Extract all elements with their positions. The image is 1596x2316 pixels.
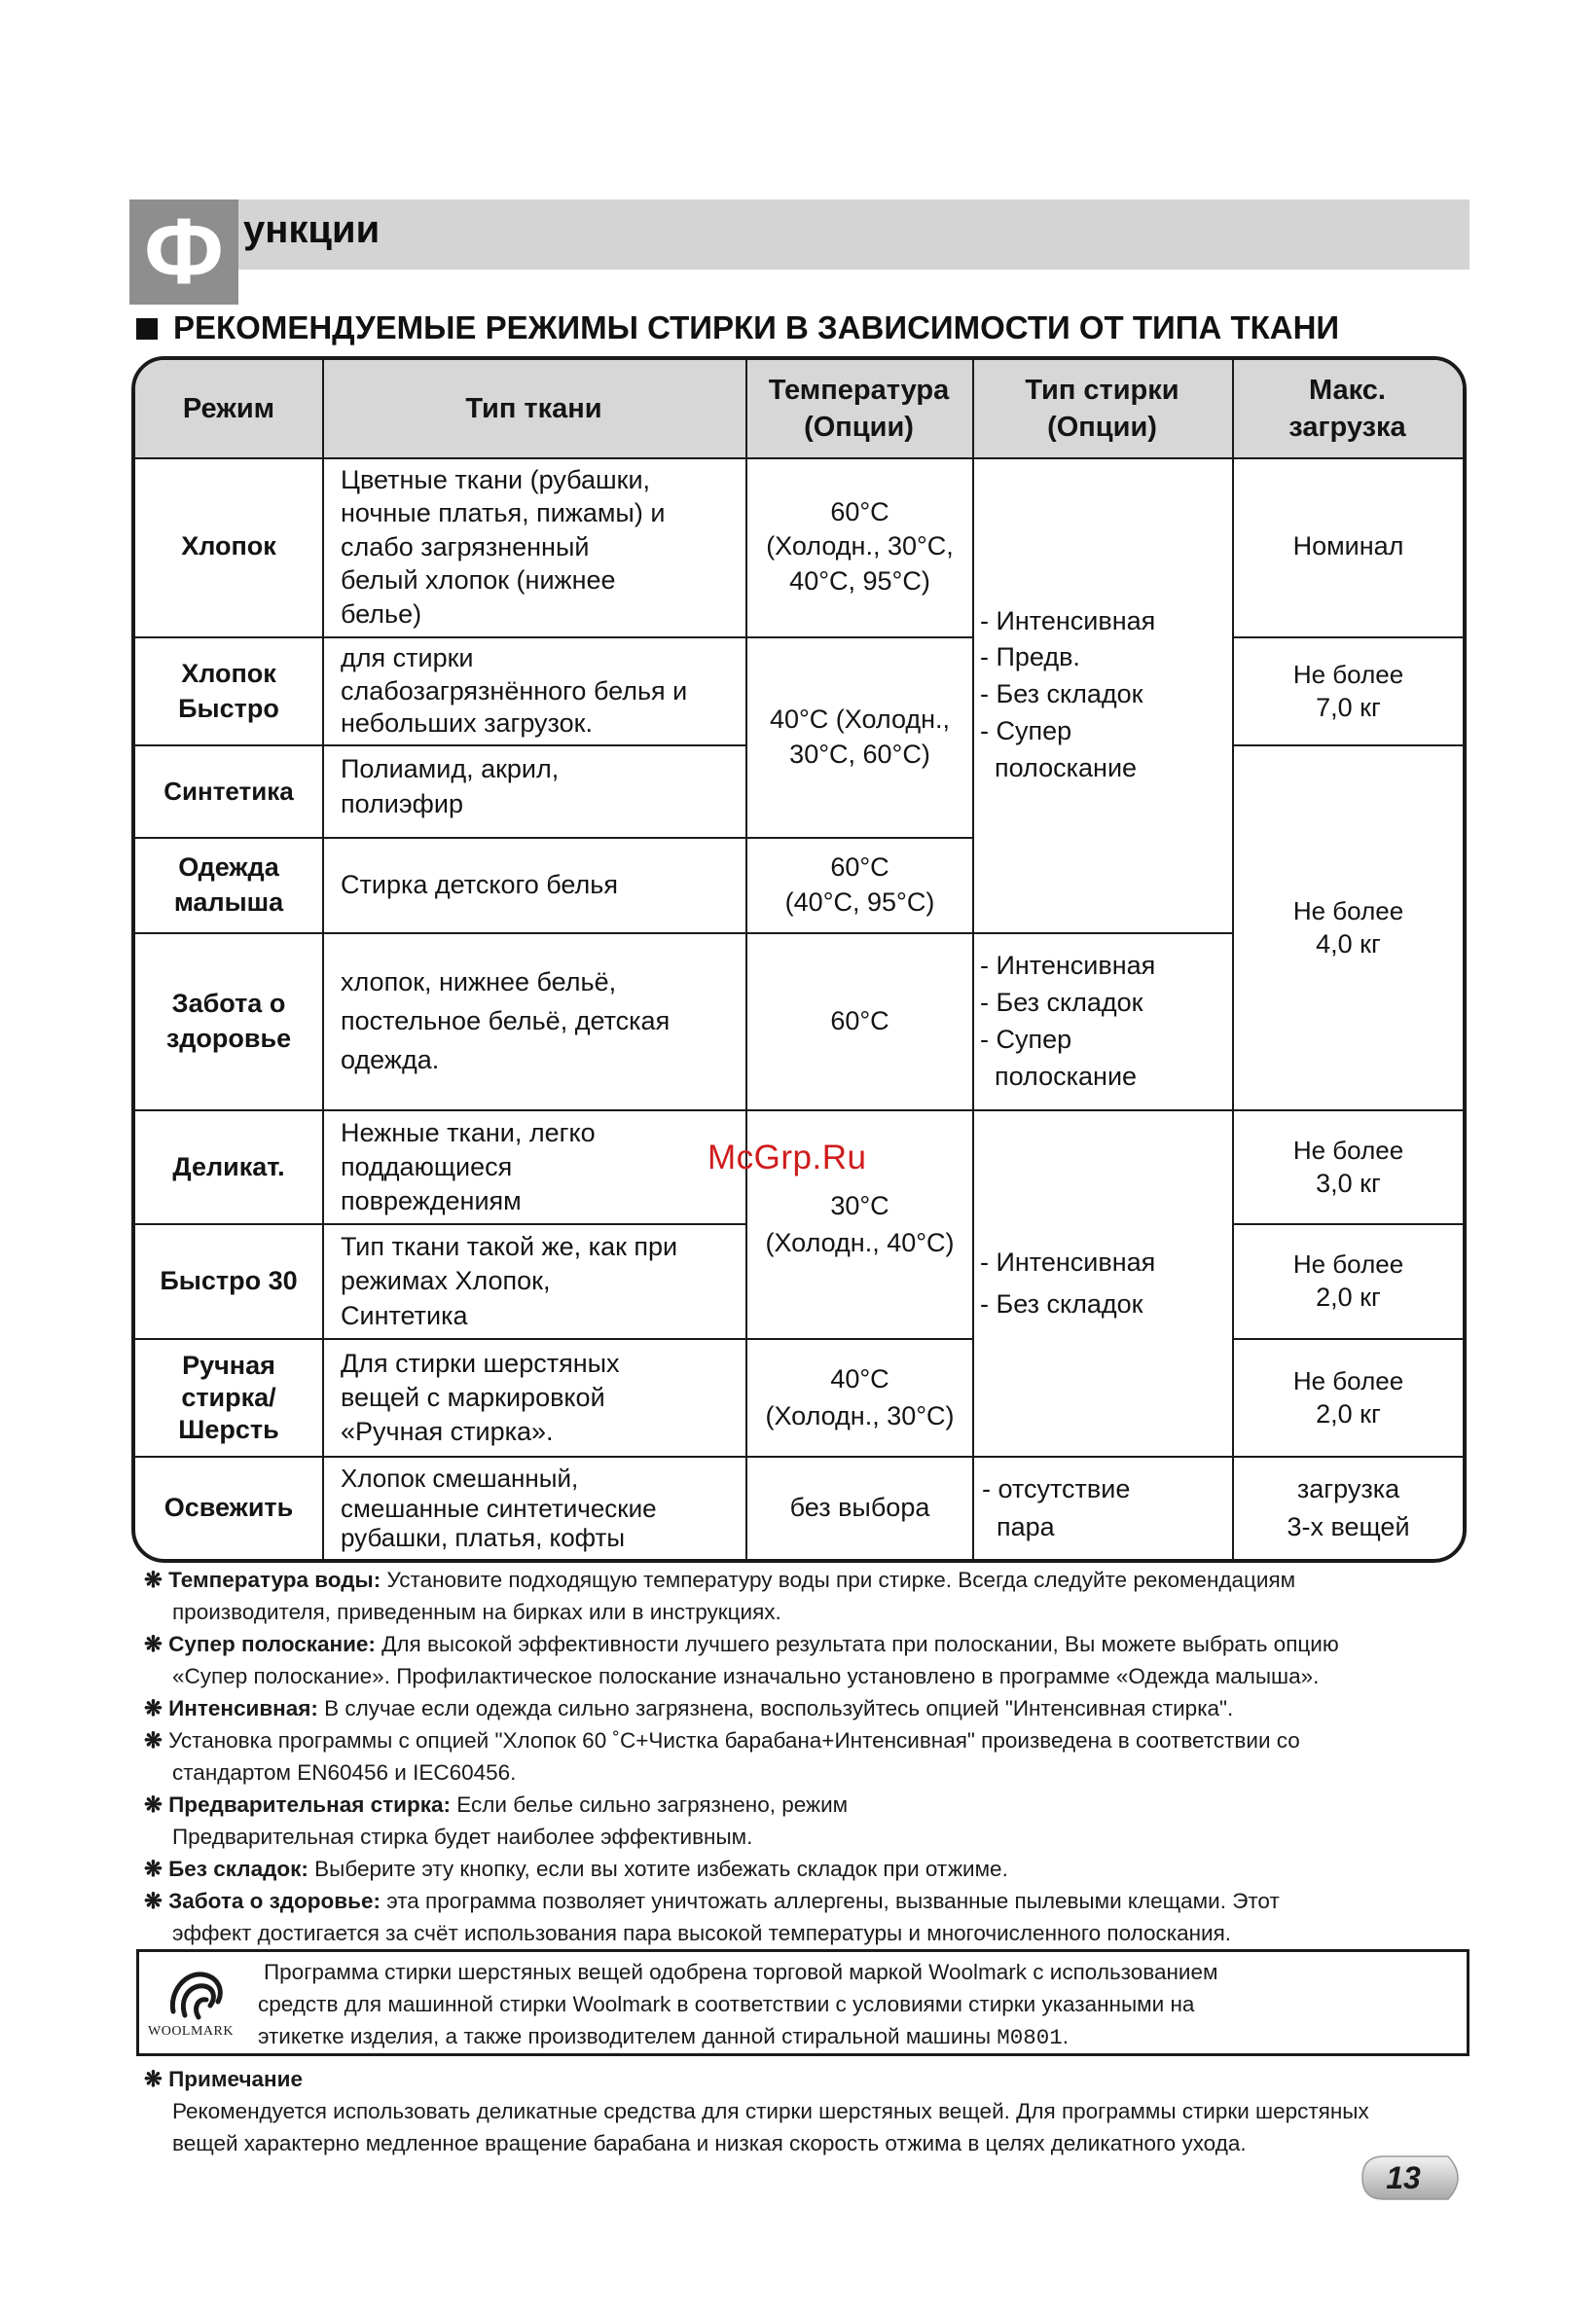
mode-synthetic: Синтетика [163, 777, 294, 807]
mode-health: Забота о здоровье [165, 989, 292, 1053]
fabric-fast30: Тип ткани такой же, как при режимах Хлопок, Синтетика [341, 1232, 678, 1330]
load-cotton: Номинал [1292, 531, 1404, 561]
temp-health: 60°C [830, 1006, 889, 1036]
fabric-delicate: Нежные ткани, легко поддающиеся повреждениям [341, 1117, 596, 1216]
note-intensive: ❋ Интенсивная: В случае если одежда сильно загрязнена, воспользуйтесь опцией "Интенсивная стирка". [144, 1696, 1234, 1720]
fabric-refresh: Хлопок смешанный, смешанные синтетические рубашки, платья, кофты [341, 1463, 657, 1553]
note-marker: ❋ [144, 1889, 163, 1913]
temp-delicate-fast30: 30°C (Холодн., 40°C) [765, 1190, 955, 1257]
note-prewash: ❋ Предварительная стирка: Если белье сильно загрязнено, режим Предварительная стирка будет наиболее эффективным. [144, 1792, 849, 1849]
header-wash-type: Тип стирки (Опции) [1025, 374, 1179, 443]
note-health-care: ❋ Забота о здоровье: эта программа позволяет уничтожать аллергены, вызванные пылевыми клещами. Этот эффект достигается за счёт использования пара высокой температуры и многочисленного полоскания. [144, 1889, 1280, 1945]
load-cotton-fast: Не более 7,0 кг [1292, 659, 1404, 722]
mode-cotton-fast: Хлопок Быстро [178, 658, 279, 723]
load-refresh: загрузка 3-х вещей [1287, 1473, 1410, 1541]
woolmark-text: Программа стирки шерстяных вещей одобрена торговой маркой Woolmark с использованием средств для машинной стирки Woolmark в соответствии с условиями стирки указанными на этикетке изделия, а также производителем данной стиральной машины M0801. [258, 1960, 1218, 2050]
watermark: McGrp.Ru [707, 1139, 867, 1176]
header-fabric: Тип ткани [465, 392, 602, 424]
note-standard: ❋ Установка программы с опцией "Хлопок 60 ˚С+Чистка барабана+Интенсивная" произведена в соответствии со стандартом EN60456 и IEC60456. [144, 1728, 1300, 1785]
fabric-cotton-fast: для стирки слабозагрязнённого белья и небольших загрузок. [341, 642, 688, 739]
note-super-rinse: ❋ Супер полоскание: Для высокой эффективности лучшего результата при полоскании, Вы можете выбрать опцию «Супер полоскание». Профилактическое полоскание изначально установлено в программе «Одежда малыша». [144, 1632, 1339, 1688]
wash-group-2: - Интенсивная - Без складок - Супер полоскание [980, 951, 1156, 1091]
header-title: ункции [243, 208, 381, 251]
note-marker: ❋ [144, 1696, 163, 1720]
note-marker: ❋ [144, 2067, 163, 2091]
note-marker: ❋ [144, 1568, 163, 1592]
page-number: 13 [1386, 2160, 1421, 2195]
temp-baby: 60°C (40°C, 95°C) [784, 852, 935, 917]
load-group-4kg: Не более 4,0 кг [1292, 895, 1404, 959]
note-marker: ❋ [144, 1632, 163, 1656]
header-max-load: Макс. загрузка [1288, 374, 1406, 443]
wash-refresh: - отсутствие пара [982, 1473, 1131, 1541]
temp-fast-synthetic: 40°C (Холодн., 30°C, 60°C) [769, 705, 951, 769]
note-no-wrinkle: ❋ Без складок: Выберите эту кнопку, если вы хотите избежать складок при отжиме. [144, 1857, 1008, 1881]
temp-cotton: 60°C (Холодн., 30°C, 40°C, 95°C) [766, 497, 954, 596]
wash-group-3: - Интенсивная - Без складок [980, 1247, 1156, 1319]
remark: ❋ Примечание Рекомендуется использовать деликатные средства для стирки шерстяных вещей. Для программы стирки шерстяных вещей характерно медленное вращение барабана и низкая скорость отжима в целях деликатного ухода. [144, 2067, 1369, 2155]
woolmark-logo-icon [163, 1963, 234, 2021]
remark-title: Примечание [168, 2067, 303, 2091]
fabric-wool: Для стирки шерстяных вещей с маркировкой «Ручная стирка». [341, 1348, 620, 1447]
note-marker: ❋ [144, 1792, 163, 1817]
modes-table [131, 356, 1467, 1563]
temp-refresh: без выбора [789, 1493, 930, 1523]
fabric-synthetic: Полиамид, акрил, полиэфир [341, 754, 560, 818]
load-delicate: Не более 3,0 кг [1292, 1135, 1404, 1198]
header-mode: Режим [182, 392, 275, 424]
section-title: РЕКОМЕНДУЕМЫЕ РЕЖИМЫ СТИРКИ В ЗАВИСИМОСТИ ОТ ТИПА ТКАНИ [173, 309, 1340, 345]
note-marker: ❋ [144, 1728, 163, 1753]
fabric-cotton: Цветные ткани (рубашки, ночные платья, пижамы) и слабо загрязненный белый хлопок (нижнее белье) [341, 464, 666, 629]
load-wool: Не более 2,0 кг [1292, 1365, 1404, 1429]
header-letter: Ф [144, 199, 224, 304]
note-marker: ❋ [144, 1857, 163, 1881]
note-water-temp: ❋ Температура воды: Установите подходящую температуру воды при стирке. Всегда следуйте рекомендациям производителя, приведенным на бирках или в инструкциях. [144, 1568, 1296, 1624]
load-fast30: Не более 2,0 кг [1292, 1249, 1404, 1313]
temp-wool: 40°C (Холодн., 30°C) [765, 1363, 955, 1430]
mode-fast30: Быстро 30 [160, 1266, 298, 1296]
fabric-baby: Стирка детского белья [341, 870, 618, 900]
mode-baby: Одежда малыша [173, 852, 284, 917]
wash-group-1: - Интенсивная - Предв. - Без складок - Супер полоскание [980, 605, 1156, 782]
page-number-badge [1355, 2153, 1469, 2203]
mode-refresh: Освежить [163, 1493, 294, 1523]
woolmark-label: WOOLMARK [148, 2024, 234, 2039]
mode-wool: Ручная стирка/ Шерсть [178, 1351, 279, 1444]
fabric-health: хлопок, нижнее бельё, постельное бельё, детская одежда. [341, 967, 671, 1074]
mode-delicate: Деликат. [172, 1151, 285, 1181]
section-bullet [136, 318, 158, 340]
mode-cotton: Хлопок [181, 531, 276, 561]
header-temperature: Температура (Опции) [768, 374, 950, 443]
